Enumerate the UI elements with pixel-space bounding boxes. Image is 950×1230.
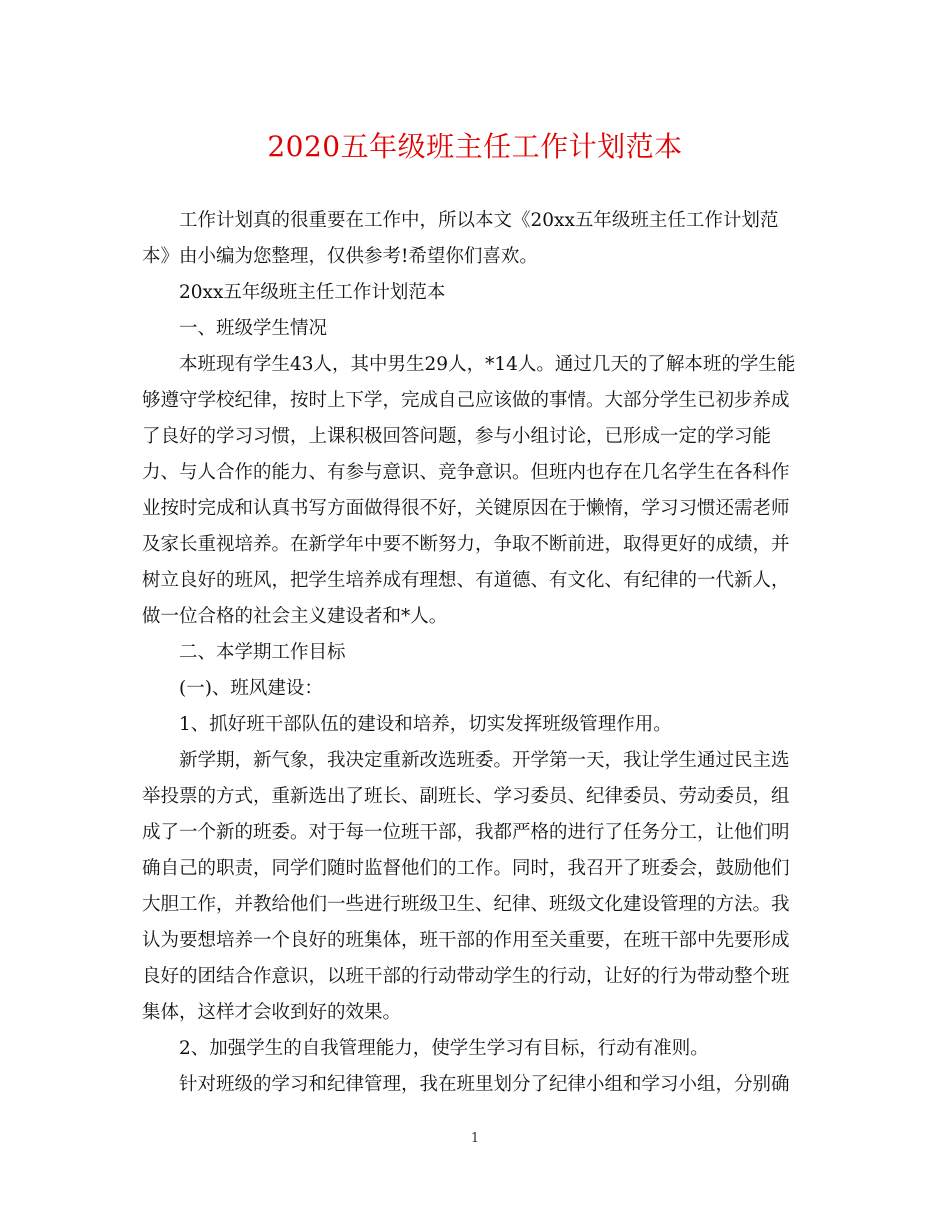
paragraph-line: 良好的团结合作意识，以班干部的行动带动学生的行动，让好的行为带动整个班 [142,966,790,987]
paragraph-line: 二、本学期工作目标 [179,642,346,663]
paragraph-line: 举投票的方式，重新选出了班长、副班长、学习委员、纪律委员、劳动委员，组 [142,786,790,807]
paragraph-line: 确自己的职责，同学们随时监督他们的工作。同时，我召开了班委会，鼓励他们 [142,858,790,879]
paragraph [142,635,812,671]
paragraph-line: (一)、班风建设： [179,678,323,699]
page-number: 1 [470,1131,480,1146]
document-body [142,203,812,1103]
paragraph [142,1067,812,1103]
paragraph-line: 做一位合格的社会主义建设者和*人。 [142,606,448,627]
paragraph-line: 集体，这样才会收到好的效果。 [142,1002,402,1023]
paragraph-line: 够遵守学校纪律，按时上下学，完成自己应该做的事情。大部分学生已初步养成 [142,390,790,411]
paragraph-line: 树立良好的班风，把学生培养成有理想、有道德、有文化、有纪律的一代新人， [142,570,790,591]
paragraph [142,1031,812,1067]
paragraph-line: 新学期，新气象，我决定重新改选班委。开学第一天，我让学生通过民主选 [179,750,790,771]
paragraph [142,707,812,743]
paragraph [142,311,812,347]
paragraph-line: 大胆工作，并教给他们一些进行班级卫生、纪律、班级文化建设管理的方法。我 [142,894,790,915]
paragraph-line: 认为要想培养一个良好的班集体，班干部的作用至关重要，在班干部中先要形成 [142,930,790,951]
paragraph-line: 本班现有学生43人，其中男生29人，*14人。通过几天的了解本班的学生能 [179,354,796,375]
paragraph [142,671,812,707]
paragraph-line: 及家长重视培养。在新学年中要不断努力，争取不断前进，取得更好的成绩，并 [142,534,790,555]
paragraph [142,743,812,1031]
document-title: 2020五年级班主任工作计划范本 [267,130,683,163]
paragraph-line: 本》由小编为您整理，仅供参考!希望你们喜欢。 [142,246,538,267]
paragraph-line: 1、抓好班干部队伍的建设和培养，切实发挥班级管理作用。 [179,714,672,735]
paragraph-line: 一、班级学生情况 [179,318,328,339]
paragraph-line: 2、加强学生的自我管理能力，使学生学习有目标，行动有准则。 [179,1038,709,1059]
paragraph-line: 力、与人合作的能力、有参与意识、竞争意识。但班内也存在几名学生在各科作 [142,462,790,483]
paragraph-line: 工作计划真的很重要在工作中，所以本文《20xx五年级班主任工作计划范 [179,210,779,231]
paragraph-line: 针对班级的学习和纪律管理，我在班里划分了纪律小组和学习小组，分别确 [179,1074,790,1095]
paragraph [142,347,812,635]
paragraph-line: 了良好的学习习惯，上课积极回答问题，参与小组讨论，已形成一定的学习能 [142,426,772,447]
paragraph-line: 20xx五年级班主任工作计划范本 [179,282,446,303]
paragraph [142,203,812,275]
paragraph [142,275,812,311]
paragraph-line: 业按时完成和认真书写方面做得很不好，关键原因在于懒惰，学习习惯还需老师 [142,498,790,519]
paragraph-line: 成了一个新的班委。对于每一位班干部，我都严格的进行了任务分工，让他们明 [142,822,790,843]
